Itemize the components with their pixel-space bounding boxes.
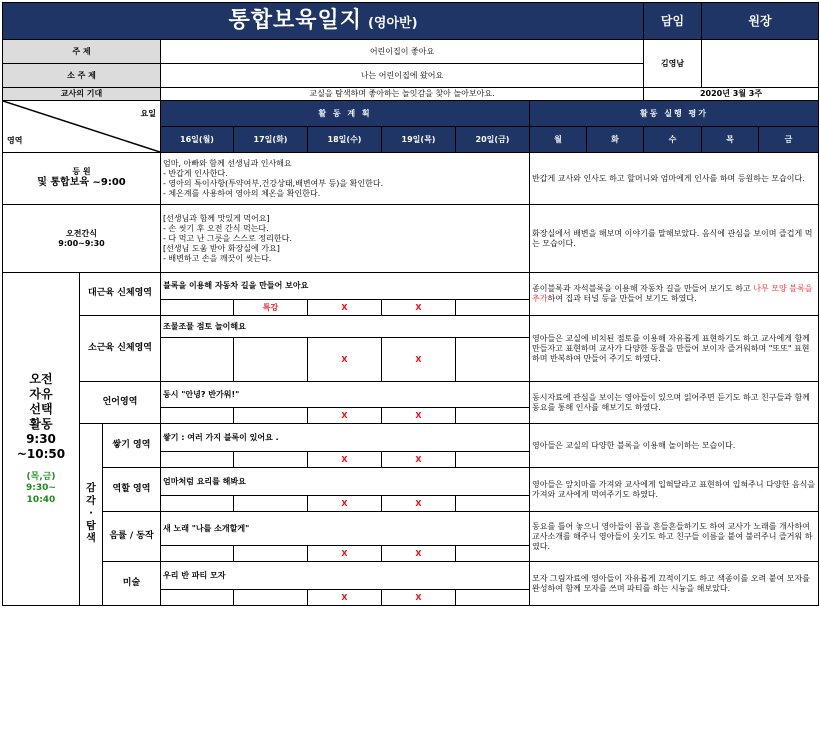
x-mark: X [308, 496, 382, 512]
eval-fine-motor: 영아들은 교실에 비치된 점토를 이용해 자유롭게 표현하기도 하고 교사에게 함께 만들자고 표현하며 교사가 다양한 동물을 만들어 보이자 즐거워하며 "또또" 표현하며 반복하여 만들어 주기도 하였다. [530, 316, 819, 382]
eval-highlight: 나무 모양 블록을 추가 [532, 284, 813, 303]
eval-language: 동시자료에 관심을 보이는 영아들이 있으며 읽어주면 듣기도 하고 친구들과 함께 동요를 통해 인사를 해보기도 하였다. [530, 382, 819, 424]
x-mark: X [308, 546, 382, 562]
activity-gross-motor: 블록을 이용해 자동차 길을 만들어 보아요 [161, 273, 530, 300]
free-play-label-line: 9:30 [26, 432, 56, 447]
area-role-play: 역할 영역 [103, 468, 161, 512]
activity-blocks: 쌓기 : 여러 가지 블록이 있어요 . [161, 424, 530, 452]
mark-cell [161, 546, 234, 562]
special-class-mark: 특강 [234, 300, 308, 316]
x-mark: X [308, 300, 382, 316]
mark-cell [234, 338, 308, 382]
x-mark: X [382, 546, 456, 562]
eval-art: 모자 그림자료에 영아들이 자유롭게 끄적이기도 하고 색종이를 오려 붙여 모자를 완성하여 함께 모자를 쓰며 파티를 하는 시늉을 해보았다. [530, 562, 819, 606]
activity-art: 우리 반 파티 모자 [161, 562, 530, 590]
snack-plan-line: - 다 먹고 난 그릇을 스스로 정리한다. [163, 233, 292, 243]
x-mark: X [382, 338, 456, 382]
mark-cell [234, 590, 308, 606]
mark-cell [234, 496, 308, 512]
arrival-plan-line: - 체온계를 사용하여 영아의 체온을 확인한다. [163, 188, 321, 198]
eval-day-thu: 목 [702, 127, 759, 153]
arrival-plan-line: - 반갑게 인사한다. [163, 168, 228, 178]
free-play-label [3, 273, 80, 606]
director-sign [702, 40, 819, 88]
free-play-note: 9:30~ [26, 483, 56, 494]
free-play-note: (목,금) [26, 472, 56, 483]
mark-cell [161, 408, 234, 424]
theme-label: 주 제 [3, 40, 161, 64]
arrival-plan-line: 엄마, 아빠와 함께 선생님과 인사해요 [163, 158, 292, 168]
mark-cell [161, 452, 234, 468]
mark-cell [456, 338, 530, 382]
arrival-title-line2: 및 통합보육 ~9:00 [37, 177, 126, 189]
subtheme-label: 소 주 제 [3, 64, 161, 88]
area-fine-motor: 소근육 신체영역 [80, 316, 161, 382]
diag-area-label: 영역 [7, 136, 23, 145]
goal-label: 교사의 기대 [3, 88, 161, 101]
homeroom-label: 담임 [644, 3, 702, 40]
mark-cell [456, 546, 530, 562]
title-main: 통합보육일지 [228, 8, 362, 34]
x-mark: X [382, 300, 456, 316]
area-music-movement: 음률 / 동작 [103, 512, 161, 562]
area-language: 언어영역 [80, 382, 161, 424]
mark-cell [161, 338, 234, 382]
theme-value: 어린이집이 좋아요 [161, 40, 644, 64]
journal-title [3, 3, 644, 40]
area-blocks: 쌓기 영역 [103, 424, 161, 468]
title-class: (영아반) [367, 16, 418, 32]
diagonal-header [3, 101, 161, 153]
free-play-label-line: 선택 [29, 402, 53, 417]
snack-title-line1: 오전간식 [66, 228, 97, 238]
eval-blocks: 영아들은 교실의 다양한 블록을 이용해 놀이하는 모습이다. [530, 424, 819, 468]
mark-cell [234, 452, 308, 468]
free-play-label-line: ~10:50 [16, 447, 66, 462]
x-mark: X [382, 496, 456, 512]
mark-cell [456, 408, 530, 424]
arrival-plan-line: - 영아의 특이사항(투약여부,건강상태,배변여부 등)을 확인한다. [163, 178, 384, 188]
mark-cell [456, 590, 530, 606]
x-mark: X [382, 590, 456, 606]
area-gross-motor: 대근육 신체영역 [80, 273, 161, 316]
subtheme-value: 나는 어린이집에 왔어요 [161, 64, 644, 88]
eval-text: 하여 집과 터널 등을 만들어 보기도 하였다. [547, 294, 697, 303]
eval-gross-motor [530, 273, 819, 316]
x-mark: X [308, 452, 382, 468]
x-mark: X [308, 408, 382, 424]
mark-cell [456, 452, 530, 468]
eval-day-wed: 수 [644, 127, 702, 153]
snack-plan-line: [선생님과 함께 맛있게 먹어요] [163, 213, 270, 223]
eval-text: 종이블록과 자석블록을 이용해 자동차 길을 만들어 보기도 하고 [532, 284, 754, 293]
diagonal-line [3, 101, 160, 152]
daily-log-table [2, 2, 819, 606]
mark-cell [456, 496, 530, 512]
arrival-title [3, 153, 161, 205]
plan-day-wed: 18일(수) [308, 127, 382, 153]
snack-title [3, 205, 161, 273]
x-mark: X [382, 452, 456, 468]
eval-role-play: 영아들은 앞치마를 가져와 교사에게 입혀달라고 표현하여 입혀주니 다양한 음식을 가져와 교사에게 먹여주기도 하였다. [530, 468, 819, 512]
mark-cell [456, 300, 530, 316]
activity-role-play: 엄마처럼 요리를 해봐요 [161, 468, 530, 496]
explore-label [80, 424, 103, 606]
mark-cell [161, 300, 234, 316]
x-mark: X [382, 408, 456, 424]
plan-day-fri: 20일(금) [456, 127, 530, 153]
x-mark: X [308, 338, 382, 382]
arrival-eval: 반갑게 교사와 인사도 하고 할머니와 엄마에게 인사를 하며 등원하는 모습이다. [530, 153, 819, 205]
free-play-label-line: 자유 [29, 387, 53, 402]
snack-title-line2: 9:00~9:30 [58, 238, 105, 248]
explore-label-line: 감각 [86, 483, 96, 507]
goal-value: 교실을 탐색하며 좋아하는 놀잇감을 찾아 놀아보아요. [161, 88, 644, 101]
free-play-label-line: 오전 [29, 372, 53, 387]
activity-music-movement: 새 노래 "나를 소개할게" [161, 512, 530, 546]
arrival-plan [161, 153, 530, 205]
snack-plan-line: [선생님 도움 받아 화장실에 가요] [163, 243, 280, 253]
eval-music-movement: 동요를 틀어 놓으니 영아들이 몸을 흔들흔들하기도 하여 교사가 노래를 개사하여 교사소개를 해주니 영아들이 웃기도 하고 친구들 이름을 붙여 불러주니 즐거워 하였다. [530, 512, 819, 562]
explore-label-line: · [89, 508, 93, 520]
plan-day-mon: 16일(월) [161, 127, 234, 153]
eval-day-fri: 금 [759, 127, 819, 153]
director-label: 원장 [702, 3, 819, 40]
mark-cell [234, 546, 308, 562]
snack-plan-line: - 손 씻기 후 오전 간식 먹는다. [163, 223, 269, 233]
plan-day-thu: 19일(목) [382, 127, 456, 153]
snack-eval: 화장실에서 배변을 해보며 이야기를 말해보았다. 음식에 관심을 보이며 즐겁게 먹는 모습이다. [530, 205, 819, 273]
week-date: 2020년 3월 3주 [644, 88, 819, 101]
area-art: 미술 [103, 562, 161, 606]
plan-header: 활 동 계 획 [161, 101, 530, 127]
x-mark: X [308, 590, 382, 606]
free-play-note: 10:40 [26, 494, 56, 505]
eval-day-mon: 월 [530, 127, 587, 153]
snack-plan [161, 205, 530, 273]
mark-cell [161, 590, 234, 606]
activity-language: 동시 "안녕? 반가워!" [161, 382, 530, 408]
arrival-title-line1: 등 원 [72, 167, 91, 177]
mark-cell [161, 496, 234, 512]
activity-fine-motor: 조물조물 점토 놀이해요 [161, 316, 530, 338]
mark-cell [234, 408, 308, 424]
diag-day-label: 요일 [140, 109, 156, 118]
teacher-sign: 김영남 [644, 40, 702, 88]
eval-header: 활동 실행 평가 [530, 101, 819, 127]
free-play-label-line: 활동 [29, 417, 53, 432]
explore-label-line: 탐색 [86, 520, 96, 545]
snack-plan-line: - 배변하고 손을 깨끗이 씻는다. [163, 253, 272, 263]
plan-day-tue: 17일(화) [234, 127, 308, 153]
eval-day-tue: 화 [587, 127, 644, 153]
